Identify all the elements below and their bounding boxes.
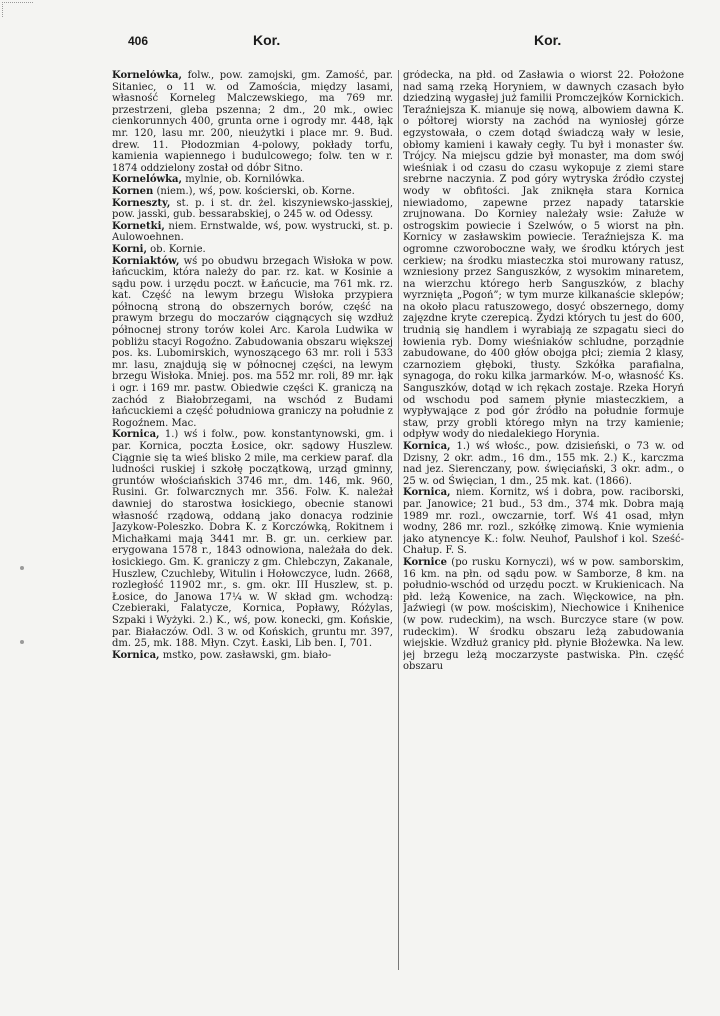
entry-text: gródecka, na płd. od Zasławia o wiorst 22. Położone nad samą rzeką Horyniem, w dawnych czasach było dziedziną wygasłej już familii Promczejków Kornickich. Teraźniejsza K. mianuje się nową, albowiem dawna K. o półtorej wiorsty na zachód na wyniosłej górze egzystowała, o czem dotąd świadczą wały w lesie, obłomy kamieni i kawały cegły. Tu był i monaster św. Trójcy. Na miejscu gdzie był monaster, ma dom swój wieśniak i od czasu do czasu wykopuje z ziemi stare srebrne naczynia. Z pod góry wytryska źródło czystej wody w obfitości. Jak zniknęła stara Kornica niewiadomo, zapewne przez napady tatarskie zrujnowana. Do Korniey należały wsie: Załuże w ostrogskim powiecie i Szelwów, o 5 wiorst na płn. Kornicy w zasławskim powiecie. Teraźniejsza K. ma ogromne czworoboczne wały, we środku których jest cerkiew; na środku miasteczka stoi murowany ratusz, wzniesiony przez Sanguszków, z wysokim minaretem, na wierzchu którego herb Sanguszków, z blachy wyrznięta „Pogoń”; w tym murze kilkanaście sklepów; na około placu ratuszowego, dosyć obszernego, domy zajęzdne kryte czerepicą. Żydzi których tu jest do 600, trudnią się handlem i wyrabiają ze szpagatu sieci do łowienia ryb. Domy wieśniaków schludne, porządnie zabudowane, do 400 głów obojga płci; ziemia 2 klasy, czarnoziem głęboki, tłusty. Szkółka parafialna, synagoga, do roku kilka jarmarków. M-o, własność Ks. Sanguszków, dotąd w ich rękach zostaje. Rzeka Horyń od wschodu pod samem płynie miasteczkiem, a wypływające z pod gór źródło na południe formuje staw, przy grobli którego młyn na trzy kamienie; odpływ wody do niedalekiego Horynia. [403, 70, 684, 441]
scan-margin-dot [20, 640, 24, 644]
scan-corner-mark [2, 2, 33, 17]
entry-headword: Kornica, [112, 649, 160, 661]
entry-headword: Korneszty, [112, 197, 171, 209]
entry-text: mstko, pow. zasławski, gm. biało- [159, 649, 332, 661]
dictionary-entry [112, 650, 393, 662]
page-header [110, 30, 680, 54]
entry-text: mylnie, ob. Kornilówka. [182, 174, 305, 186]
dictionary-entry [403, 441, 684, 487]
dictionary-entry [112, 256, 393, 430]
entry-headword: Kornelówka, [112, 70, 183, 81]
entry-text: wś po obudwu brzegach Wisłoka w pow. łańcuckim, która należy do par. rz. kat. w Kosinie a sądu pow. i urzędu poczt. w Łańcucie, ma 761 mk. rz. kat. Część na lewym brzegu Wisłoka przypiera północną stroną do obszernych borów, część na prawym brzegu do moczarów ciągnących się wzdłuż północnej strony torów kolei Arc. Karola Ludwika w pobliżu stacyi Rogoźno. Zabudowania obszaru większej pos. ks. Lubomirskich, wynoszącego 63 mr. roli i 533 mr. lasu, znajdują się w północnej części, na lewym brzegu Wisłoka. Mniej. pos. ma 552 mr. roli, 89 mr. łąk i ogr. i 169 mr. pastw. Obiedwie części K. graniczą na zachód z Białobrzegami, na wschód z Budami łańcuckiemi a część południowa graniczy na południe z Rogoźnem. Mac. [112, 255, 393, 429]
entry-headword: Korni, [112, 243, 147, 255]
entry-text: st. p. i st. dr. żel. kiszyniewsko-jasskiej, pow. jasski, gub. bessarabskiej, o 245 w. od Odessy. [112, 197, 393, 221]
entry-headword: Kornelówka, [112, 174, 183, 186]
entry-headword: Kornica, [403, 441, 451, 452]
right-column [403, 70, 684, 1000]
entry-text: niem. Kornitz, wś i dobra, pow. raciborski, par. Janowice; 21 bud., 53 dm., 374 mk. Dobra mają 1989 mr. rozl., owczarnie, torf. Wś 41 osad, młyn wodny, 286 mr. rozl., szkółkę zimową. Knie wymienia jako atynencye K.: folw. Neuhof, Paulshof i kol. Sześć-Chałup. F. S. [403, 487, 684, 557]
entry-text: niem. Ernstwalde, wś, pow. wystrucki, st. p. Aulowoehnen. [112, 220, 393, 244]
text-columns [112, 70, 684, 1000]
scan-margin-dot [20, 566, 24, 570]
entry-headword: Kornetki, [112, 220, 165, 232]
entry-headword: Kornice [403, 556, 447, 568]
entry-text: 1.) wś włośc., pow. dzisieński, o 73 w. od Dzisny, 2 okr. adm., 16 dm., 155 mk. 2.) K., karczma nad jez. Sierenczany, pow. święciański, 3 okr. adm., o 25 w. od Święcian, 1 dm., 25 mk. kat. (1866). [403, 441, 684, 487]
entry-text: (niem.), wś, pow. kościerski, ob. Korne. [153, 185, 355, 197]
dictionary-entry [403, 557, 684, 673]
dictionary-entry [112, 174, 393, 186]
entry-text: folw., pow. zamojski, gm. Zamość, par. Sitaniec, o 11 w. od Zamościa, między lasami, własność Korneleg Malczewskiego, ma 769 mr. przestrzeni, gleba pszenna; 2 dm., 20 mk., owiec cienkorunnych 400, grunta orne i ogrody mr. 448, łąk mr. 120, lasu mr. 200, nieużytki i place mr. 9. Bud. drew. 11. Płodozmian 4-polowy, pokłady torfu, kamienia wapiennego i budulcowego; folw. ten w r. 1874 oddzielony został od dóbr Sitno. [112, 70, 393, 174]
dictionary-entry [112, 70, 393, 174]
entry-text: ob. Kornie. [146, 243, 206, 255]
entry-headword: Korniaktów, [112, 255, 180, 267]
left-column [112, 70, 393, 1000]
column-divider [398, 70, 399, 970]
dictionary-entry [403, 70, 684, 441]
dictionary-entry [112, 429, 393, 649]
running-head-left: Kor. [253, 32, 281, 48]
dictionary-entry [403, 487, 684, 557]
page-number: 406 [128, 34, 149, 48]
dictionary-entry [112, 198, 393, 221]
entry-text: 1.) wś i folw., pow. konstantynowski, gm. i par. Kornica, poczta Łosice, okr. sądowy Huszlew. Ciągnie się ta wieś blisko 2 mile, ma cerkiew paraf. dla ludności ruskiej i szkołę początkową, urząd gminny, gruntów włościańskich 3746 mr., dm. 146, mk. 960, Rusini. Gr. folwarcznych mr. 356. Folw. K. należał dawniej do starostwa łosickiego, obecnie stanowi własność rządową, oddaną jako donacya rodzinie Jazykow-Poleszko. Dobra K. z Korczówką, Rokitnem i Michałkami mają 3441 mr. B. gr. un. cerkiew par. erygowana 1578 r., 1843 odnowiona, należała do dek. łosickiego. Gm. K. graniczy z gm. Chlebczyn, Zakanale, Huszlew, Czuchleby, Witulin i Hołowczyce, ludn. 2668, rozległość 11902 mr., s. gm. okr. III Huszlew, st. p. Łosice, do Janowa 17¼ w. W skład gm. wchodzą: Czebieraki, Falatycze, Kornica, Popławy, Różylas, Szpaki i Wyżyki. 2.) K., wś, pow. konecki, gm. Końskie, par. Białaczów. Odl. 3 w. od Końskich, gruntu mr. 397, dm. 25, mk. 188. Młyn. Czyt. Łaski, Lib ben. I, 701. [112, 429, 393, 650]
dictionary-entry [112, 244, 393, 256]
dictionary-entry [112, 186, 393, 198]
entry-headword: Kornica, [112, 429, 160, 441]
entry-headword: Kornica, [403, 487, 451, 499]
dictionary-entry [112, 221, 393, 244]
running-head-right: Kor. [534, 32, 562, 48]
entry-headword: Kornen [112, 185, 154, 197]
entry-text: (po rusku Kornyczi), wś w pow. samborskim, 16 km. na płn. od sądu pow. w Samborze, 8 km. na południo-wschód od urzędu poczt. w Krukienicach. Na płd. leżą Kowenice, na zach. Więckowice, na płn. Jaźwiegi (w pow. mościskim), Niechowice i Knihenice (w pow. rudeckim), na wsch. Burczyce stare (w pow. rudeckim). W środku obszaru leżą zabudowania wiejskie. Wzdłuż granicy płd. płynie Błożewka. Na lew. jej brzegu leżą moczarzyste pastwiska. Płn. część obszaru [403, 556, 684, 673]
